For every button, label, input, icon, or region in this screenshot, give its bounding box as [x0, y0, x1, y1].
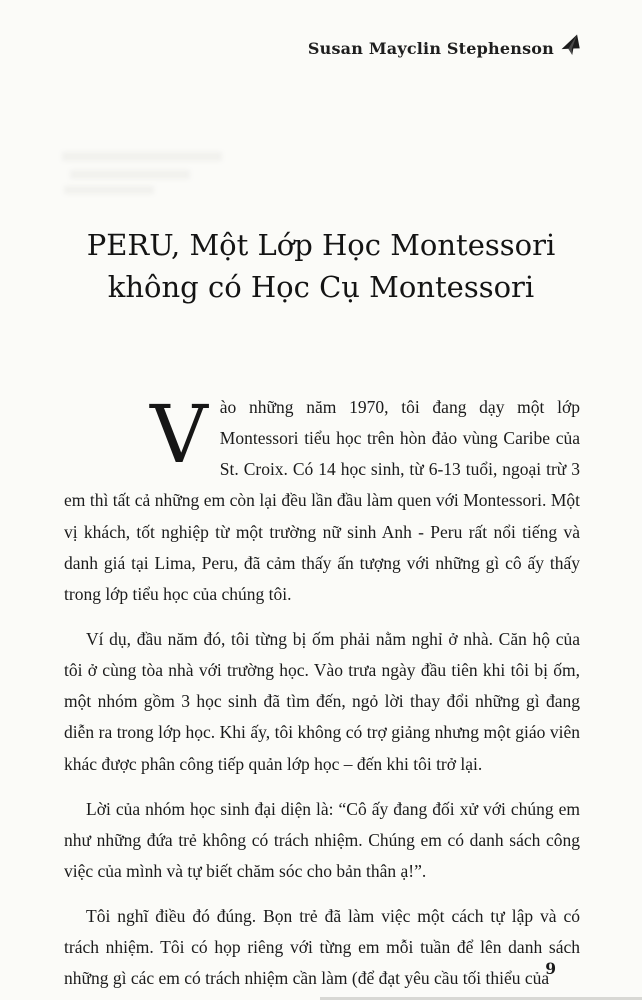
paragraph-1-text: ào những năm 1970, tôi đang dạy một lớp Montessori tiểu học trên hòn đảo vùng Caribe của St. Croix. Có 14 học sinh, từ 6-13 tuổi, ngoại trừ 3 em thì tất cả những em còn lại đều lần đầu làm quen với Montessori. Một vị khách, tốt nghiệp từ một trường nữ sinh Anh - Peru rất nổi tiếng và danh giá tại Lima, Peru, đã cảm thấy ấn tượng với những gì cô ấy thấy trong lớp tiểu học của chúng tôi. — [64, 397, 580, 604]
page-number: 9 — [545, 959, 556, 978]
scan-smudge-artifact — [62, 148, 252, 198]
chapter-title-line2: không có Học Cụ Montessori — [107, 270, 535, 305]
author-name: Susan Mayclin Stephenson — [307, 39, 554, 58]
paper-plane-icon — [558, 33, 584, 59]
paragraph-3: Lời của nhóm học sinh đại diện là: “Cô ấy đang đối xử với chúng em như những đứa trẻ không có trách nhiệm. Chúng em có danh sách công việc của mình và tự biết chăm sóc cho bản thân ạ!”. — [64, 798, 580, 881]
paragraph-1 — [64, 388, 580, 610]
drop-cap: V — [150, 388, 208, 481]
chapter-title-line1: PERU, Một Lớp Học Montessori — [86, 228, 556, 262]
paragraph-2: Ví dụ, đầu năm đó, tôi từng bị ốm phải nằm nghỉ ở nhà. Căn hộ của tôi ở cùng tòa nhà với trường học. Vào trưa ngày đầu tiên khi tôi bị ốm, một nhóm gồm 3 học sinh đã tìm đến, ngỏ lời thay đổi những gì đang diễn ra trong lớp học. Khi ấy, tôi không có trợ giảng nhưng một giáo viên khác được phân công tiếp quản lớp học – đến khi tôi trở lại. — [64, 628, 580, 774]
body-text — [64, 388, 580, 1000]
chapter-title — [0, 224, 642, 309]
paragraph-4: Tôi nghĩ điều đó đúng. Bọn trẻ đã làm việc một cách tự lập và có trách nhiệm. Tôi có họp riêng với từng em mỗi tuần để lên danh sách những gì các em có trách nhiệm cần làm (để đạt yêu cầu tối thiểu của — [64, 906, 580, 989]
page-header — [308, 38, 582, 59]
